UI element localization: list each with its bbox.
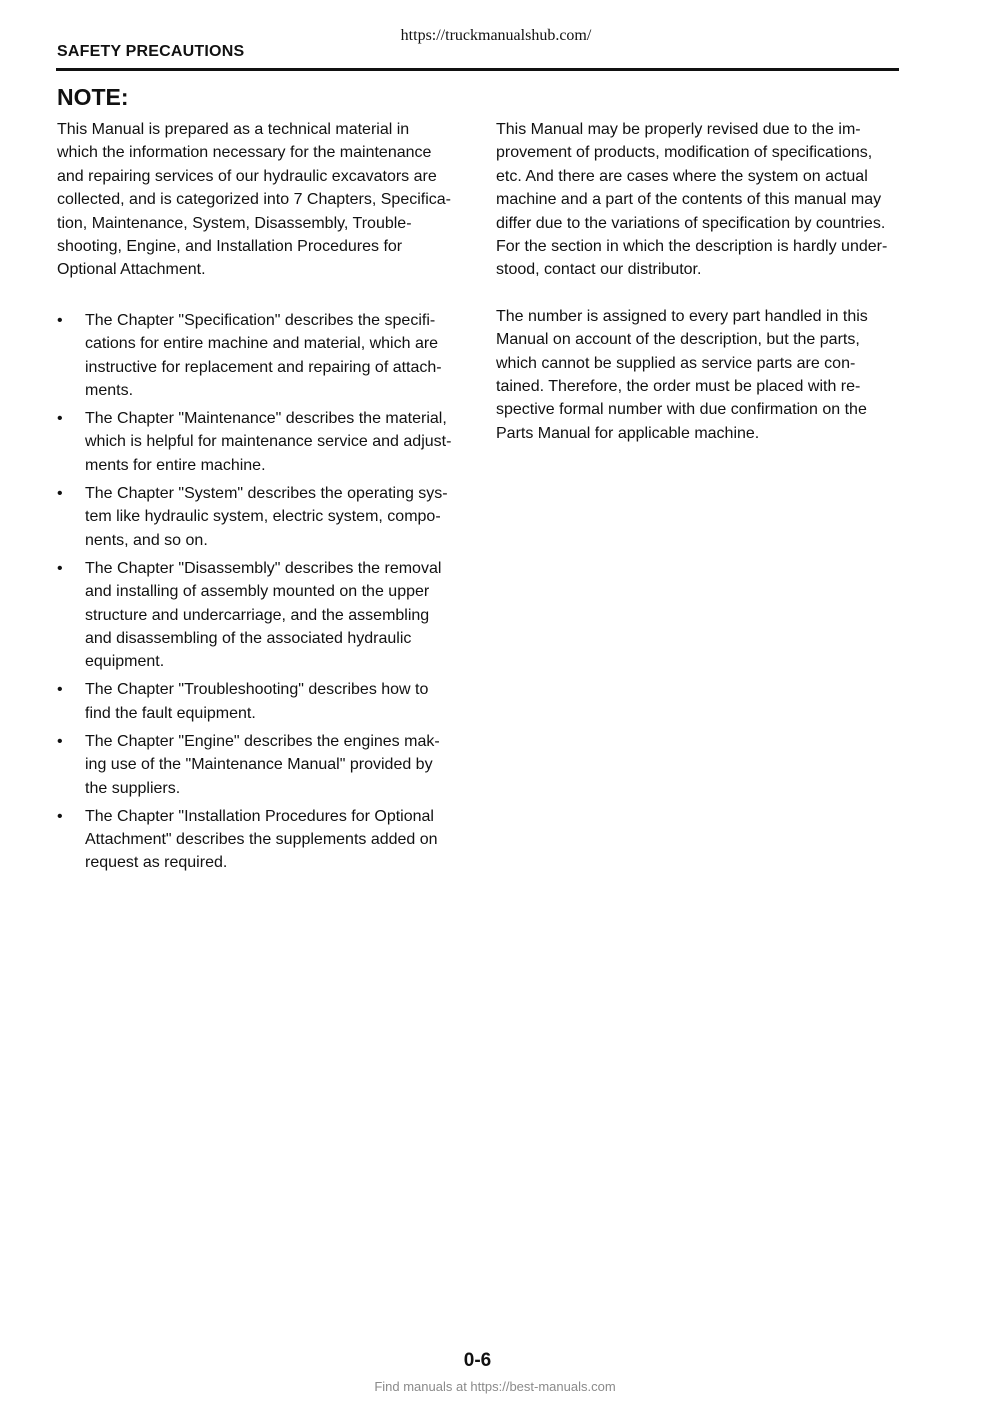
left-column	[57, 118, 462, 879]
bullet-icon: •	[57, 681, 63, 699]
header-divider	[56, 68, 899, 71]
list-item	[57, 482, 462, 552]
page-number: 0-6	[463, 1350, 492, 1371]
list-item-text: The Chapter "Installation Procedures for Optional Attachment" describes the supplements added on request as required.	[85, 807, 438, 872]
list-item	[57, 678, 462, 725]
note-heading: NOTE:	[57, 84, 129, 110]
footer-link[interactable]: Find manuals at https://best-manuals.com	[374, 1379, 616, 1394]
intro-paragraph: This Manual is prepared as a technical material in which the information necessary for the maintenance and repairing services of our hydraulic excavators are collected, and is categorized into 7 Chapters, Specifica- tion, Maintenance, System, Disassembly, Trouble- shooting, Engine, and Installation Procedures for Optional Attachment.	[57, 121, 451, 279]
list-item	[57, 805, 462, 875]
list-item-text: The Chapter "System" describes the operating sys- tem like hydraulic system, electric system, compo- nents, and so on.	[85, 484, 448, 549]
list-item	[57, 407, 462, 477]
bullet-icon: •	[57, 732, 63, 750]
list-item	[57, 730, 462, 800]
list-item	[57, 557, 462, 674]
revision-paragraph: This Manual may be properly revised due to the im- provement of products, modification of specifications, etc. And there are cases where the system on actual machine and a part of the contents of this manual may differ due to the variations of specification by countries. For the section in which the description is hardly under- stood, contact our distributor.	[496, 121, 888, 279]
bullet-icon: •	[57, 311, 63, 329]
section-title: SAFETY PRECAUTIONS	[57, 43, 245, 60]
bullet-icon: •	[57, 559, 63, 577]
source-url: https://truckmanualshub.com/	[400, 27, 592, 44]
part-number-paragraph: The number is assigned to every part handled in this Manual on account of the description, but the parts, which cannot be supplied as service parts are con- tained. Therefore, the order must be placed with re- spective formal number with due confirmation on the Parts Manual for applicable machine.	[496, 307, 868, 442]
chapter-list	[57, 309, 462, 875]
list-item-text: The Chapter "Disassembly" describes the removal and installing of assembly mounted on the upper structure and undercarriage, and the assembling and disassembling of the associated hydraulic equipment.	[85, 559, 442, 671]
list-item-text: The Chapter "Maintenance" describes the material, which is helpful for maintenance service and adjust- ments for entire machine.	[85, 410, 452, 474]
list-item-text: The Chapter "Engine" describes the engines mak- ing use of the "Maintenance Manual" provided by the suppliers.	[85, 732, 440, 797]
list-item-text: The Chapter "Troubleshooting" describes how to find the fault equipment.	[85, 681, 429, 722]
list-item	[57, 309, 462, 403]
bullet-icon: •	[57, 807, 63, 825]
list-item-text: The Chapter "Specification" describes the specifi- cations for entire machine and material, which are instructive for replacement and repairing of attach- ments.	[85, 311, 442, 400]
bullet-icon: •	[57, 484, 63, 502]
right-column	[496, 118, 901, 445]
bullet-icon: •	[57, 410, 63, 428]
